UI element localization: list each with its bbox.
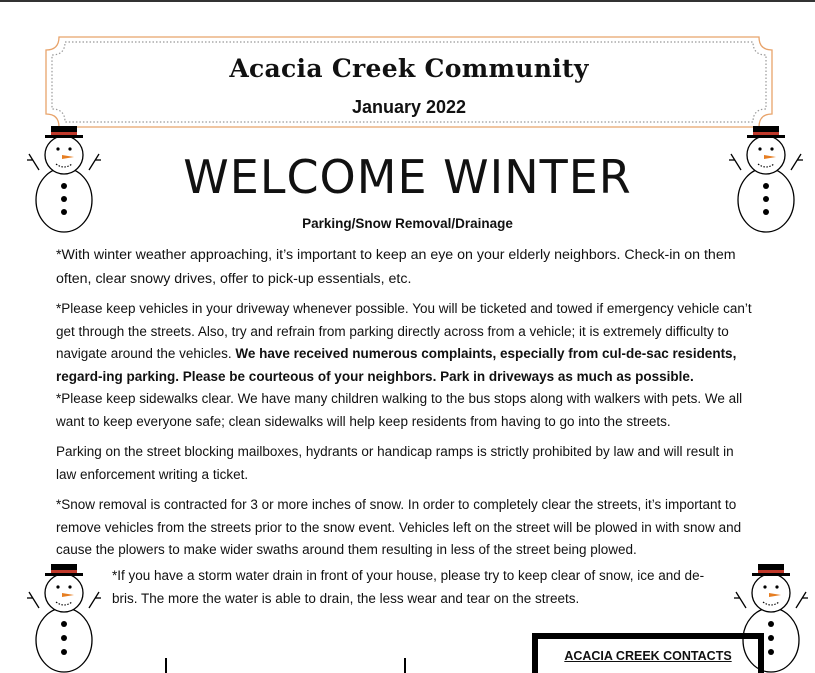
paragraph-vehicles [56, 298, 756, 388]
issue-date: January 2022 [351, 97, 467, 117]
paragraph-vehicles-text: *Please keep vehicles in your driveway whenever possible. You will be ticketed and towed if emergency vehicle can’t get through the streets. Also, try and refrain from parking directly across from a vehicle; it is extremely difficulty to navigate around the vehicles. [56, 301, 752, 361]
paragraph-storm-drain: *If you have a storm water drain in front of your house, please try to keep clear of snow, ice and de-bris. The more the water is able to drain, the less wear and tear on the streets. [112, 568, 705, 606]
paragraph-elderly-neighbors: *With winter weather approaching, it’s important to keep an eye on your elderly neighbors. Check-in on them often, clear snowy drives, offer to pick-up essentials, etc. [56, 247, 736, 287]
column-marker [404, 658, 406, 673]
top-rule [0, 0, 815, 2]
paragraph-snow-removal: *Snow removal is contracted for 3 or more inches of snow. In order to completely clear the streets, it’s important to remove vehicles from the streets prior to the snow event. Vehicles left on the street will be plowed in with snow and cause the plowers to make wider swaths around them resulting in less of the street being plowed. [56, 497, 742, 557]
header-banner [45, 36, 773, 128]
paragraph-street-parking: Parking on the street blocking mailboxes, hydrants or handicap ramps is strictly prohibited by law and will result in law enforcement writing a ticket. [56, 444, 734, 482]
contacts-box [532, 633, 764, 673]
contacts-title: ACACIA CREEK CONTACTS [564, 649, 732, 663]
page-title: Acacia Creek Community [229, 54, 589, 83]
snowman-icon [25, 562, 103, 673]
section-subheading: Parking/Snow Removal/Drainage [302, 216, 513, 231]
paragraph-vehicles-emphasis: We have received numerous complaints, especially from cul-de-sac residents, regard-ing parking. Please be courteous of your neighbors. Park in driveways as much as possible. [56, 346, 737, 384]
column-marker [165, 658, 167, 673]
headline: WELCOME WINTER [183, 150, 632, 204]
paragraph-sidewalks: *Please keep sidewalks clear. We have many children walking to the bus stops along with walkers with pets. We all want to keep everyone safe; clean sidewalks will help keep residents from having to go into the streets. [56, 391, 743, 429]
